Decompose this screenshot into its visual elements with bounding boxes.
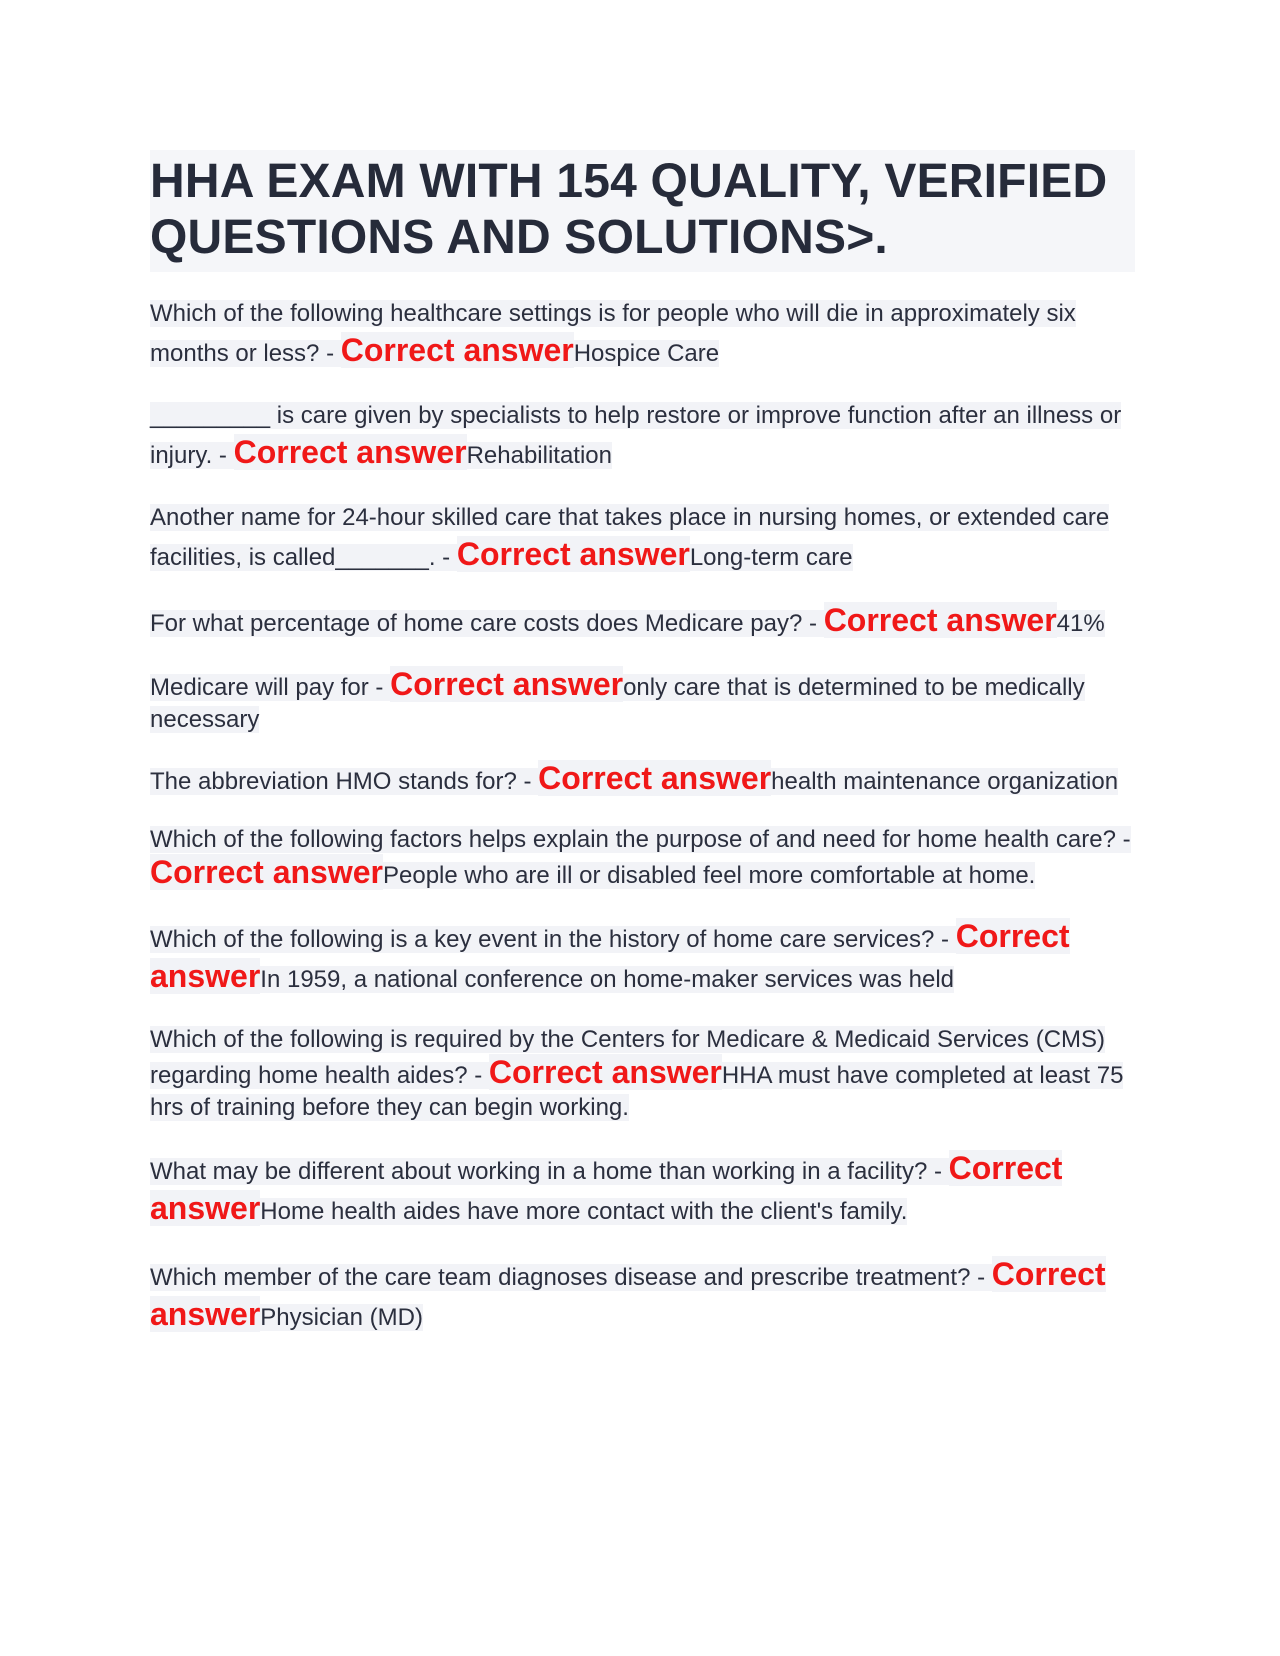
correct-answer-label: Correct answer <box>456 536 690 572</box>
correct-answer-label: Correct answer <box>823 602 1057 638</box>
question-text: Which of the following healthcare settings is for people who will die in approximately six months or less? - <box>150 300 1076 367</box>
question-text: For what percentage of home care costs does Medicare pay? - <box>150 610 824 637</box>
answer-text: HHA must have completed at least 75 hrs of training before they can begin working. <box>150 1062 1124 1121</box>
question-text: _________ is care given by specialists to help restore or improve function after an illness or injury. - <box>150 402 1122 469</box>
correct-answer-label: Correct answer <box>340 332 574 368</box>
title-block <box>150 150 1135 272</box>
correct-answer-label: Correct answer <box>390 666 624 702</box>
question-text: Another name for 24-hour skilled care that takes place in nursing homes, or extended care facilities, is called_______. - <box>150 504 1110 571</box>
question-text: Which of the following factors helps explain the purpose of and need for home health care? - <box>150 826 1131 853</box>
answer-text: only care that is determined to be medically necessary <box>150 674 1085 733</box>
correct-answer-label: Correct answer <box>150 854 383 890</box>
question-text: Which of the following is a key event in the history of home care services? - <box>150 926 956 953</box>
correct-answer-label: Correct answer <box>150 1256 1106 1332</box>
answer-text: In 1959, a national conference on home-maker services was held <box>260 966 955 993</box>
answer-text: Home health aides have more contact with the client's family. <box>260 1198 908 1225</box>
document-content <box>150 150 1135 1362</box>
document-title: HHA EXAM WITH 154 QUALITY, VERIFIED QUESTIONS AND SOLUTIONS>. <box>150 155 1108 264</box>
qa-item <box>150 296 1135 372</box>
answer-text: health maintenance organization <box>771 768 1119 795</box>
qa-item <box>150 762 1135 798</box>
question-text: Which of the following is required by the Centers for Medicare & Medicaid Services (CMS) regarding home health aides? - <box>150 1026 1106 1089</box>
qa-item <box>150 500 1135 576</box>
correct-answer-label: Correct answer <box>538 760 772 796</box>
question-text: Medicare will pay for - <box>150 674 391 701</box>
qa-item <box>150 918 1135 998</box>
answer-text: Rehabilitation <box>466 442 612 469</box>
qa-item <box>150 824 1135 892</box>
correct-answer-label: Correct answer <box>488 1054 722 1090</box>
question-text: What may be different about working in a home than working in a facility? - <box>150 1158 949 1185</box>
correct-answer-label: Correct answer <box>150 918 1070 994</box>
correct-answer-label: Correct answer <box>233 434 467 470</box>
question-text: Which member of the care team diagnoses disease and prescribe treatment? - <box>150 1264 992 1291</box>
answer-text: 41% <box>1056 610 1105 637</box>
qa-item <box>150 1256 1135 1336</box>
qa-item <box>150 602 1135 642</box>
correct-answer-label: Correct answer <box>150 1150 1063 1226</box>
answer-text: Hospice Care <box>573 340 720 367</box>
qa-item <box>150 668 1135 736</box>
answer-text: People who are ill or disabled feel more comfortable at home. <box>382 862 1036 889</box>
answer-text: Physician (MD) <box>260 1304 423 1331</box>
qa-item <box>150 1024 1135 1124</box>
qa-item <box>150 1150 1135 1230</box>
answer-text: Long-term care <box>689 544 853 571</box>
qa-item <box>150 398 1135 474</box>
question-text: The abbreviation HMO stands for? - <box>150 768 539 795</box>
